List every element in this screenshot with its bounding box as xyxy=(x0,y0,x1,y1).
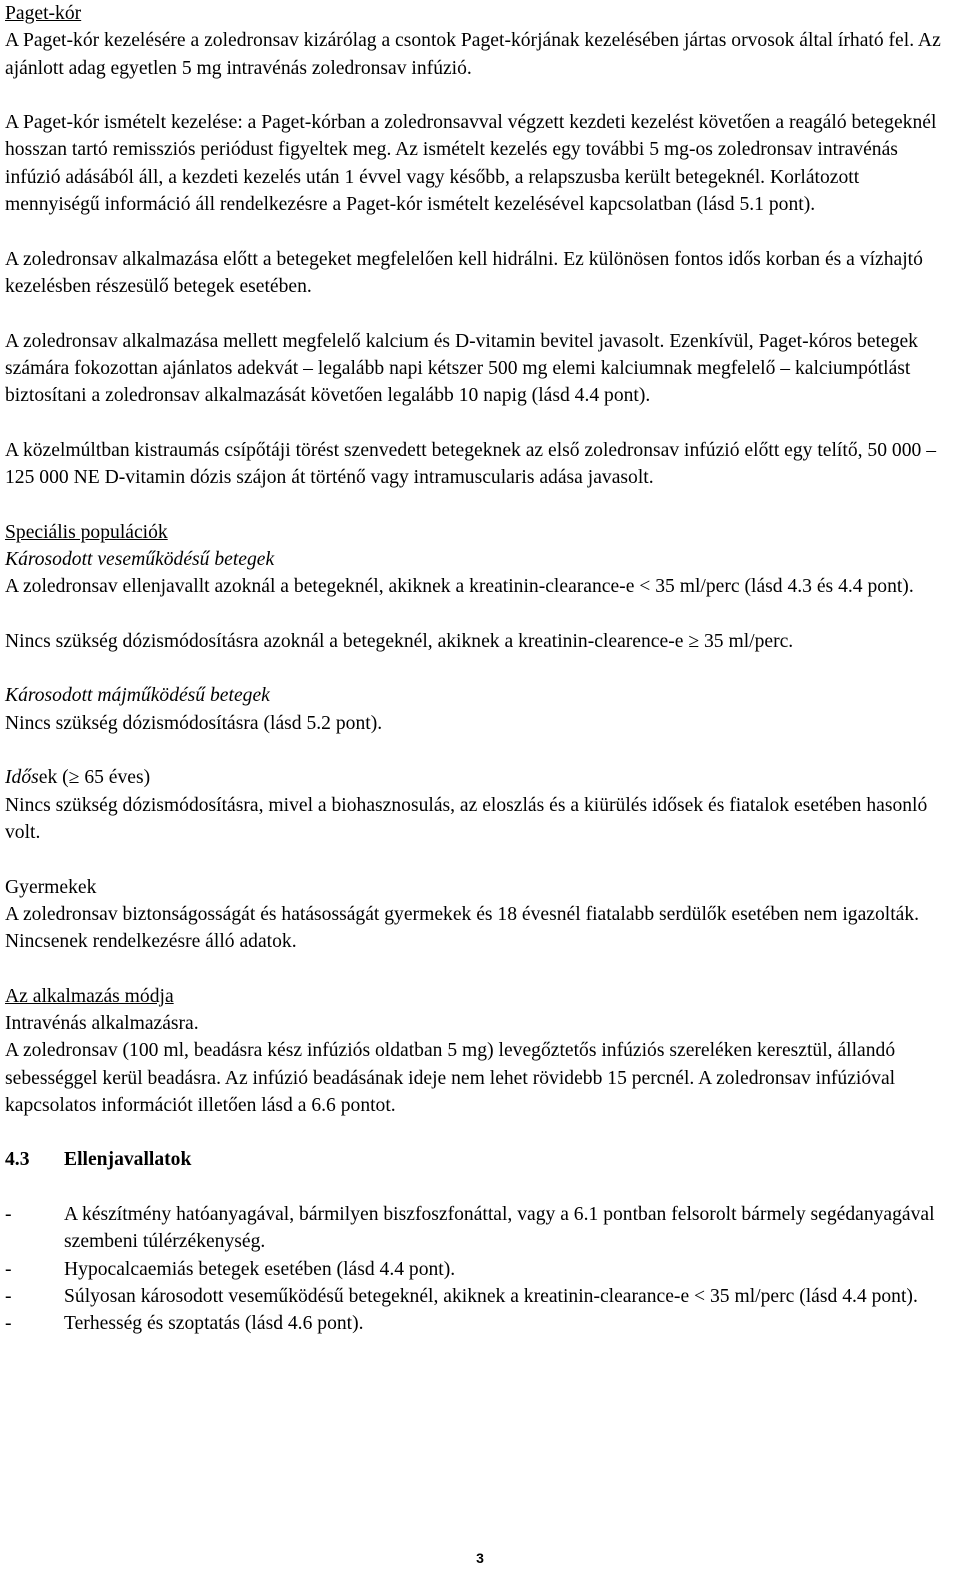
paget-heading: Paget-kór xyxy=(5,3,82,24)
administration-route: Intravénás alkalmazásra. xyxy=(5,1012,199,1034)
children-paragraph: A zoledronsav biztonságosságát és hatásosságát gyermekek és 18 évesnél fiatalabb serdülők esetében nem igazolták. Nincsenek rendelkezésre álló adatok. xyxy=(5,903,920,953)
list-item-text: Súlyosan károsodott veseműködésű betegeknél, akiknek a kreatinin-clearance-e < 35 ml/perc (lásd 4.4 pont). xyxy=(64,1285,918,1307)
children-heading: Gyermekek xyxy=(5,876,97,898)
section-title: Ellenjavallatok xyxy=(64,1149,192,1171)
paget-paragraph-retreatment: A Paget-kór ismételt kezelése: a Paget-kórban a zoledronsavval végzett kezdeti kezelést követően a reagáló betegeknél hosszan tartó remissziós periódust figyeltek meg. Az ismételt kezelés egy további 5 mg-os zoledronsav intravénás infúzió adásából áll, a kezdeti kezelés után 1 évvel vagy később, a relapszusba került betegeknél. Korlátozott mennyiségű információ áll rendelkezésre a Paget-kór ismételt kezelésével kapcsolatban (lásd 5.1 pont). xyxy=(5,112,937,216)
list-item xyxy=(5,1310,955,1337)
elderly-heading xyxy=(5,764,955,791)
renal-paragraph-no-adjustment: Nincs szükség dózismódosításra azoknál a betegeknél, akiknek a kreatinin-clearence-e ≥ 35 ml/perc. xyxy=(5,630,794,652)
paget-paragraph-calcium: A zoledronsav alkalmazása mellett megfelelő kalcium és D-vitamin bevitel javasolt. Ezenkívül, Paget-kóros betegek számára fokozottan ajánlatos adekvát – legalább napi kétszer 500 mg elemi kalciumnak megfelelő – kalciumpótlást biztosítani a zoledronsav alkalmazását követően legalább 10 napig (lásd 4.4 pont). xyxy=(5,330,918,407)
elderly-paragraph: Nincs szükség dózismódosításra, mivel a biohasznosulás, az eloszlás és a kiürülés idősek és fiatalok esetében hasonló volt. xyxy=(5,794,928,843)
hepatic-impairment-heading: Károsodott májműködésű betegek xyxy=(5,685,270,707)
paget-paragraph-vitamin-d: A közelmúltban kistraumás csípőtáji törést szenvedett betegeknek az első zoledronsav infúzió előtt egy telítő, 50 000 – 125 000 NE D-vitamin dózis szájon át történő vagy intramuscularis adása javasolt. xyxy=(5,439,936,489)
list-item-text: A készítmény hatóanyagával, bármilyen biszfoszfonáttal, vagy a 6.1 pontban felsorolt bármely segédanyagával szembeni túlérzékenység. xyxy=(64,1204,935,1253)
contraindications-heading xyxy=(5,1146,955,1173)
list-item xyxy=(5,1256,955,1283)
list-dash: - xyxy=(5,1204,12,1226)
list-item-text: Hypocalcaemiás betegek esetében (lásd 4.4 pont). xyxy=(64,1258,456,1280)
paget-paragraph-dosage: A Paget-kór kezelésére a zoledronsav kizárólag a csontok Paget-kórjának kezelésében jártas orvosok által írható fel. Az ajánlott adag egyetlen 5 mg intravénás zoledronsav infúzió. xyxy=(5,30,941,79)
section-number: 4.3 xyxy=(5,1149,30,1171)
list-dash: - xyxy=(5,1258,12,1280)
list-item-text: Terhesség és szoptatás (lásd 4.6 pont). xyxy=(64,1313,364,1335)
list-item xyxy=(5,1201,955,1256)
paget-paragraph-hydration: A zoledronsav alkalmazása előtt a betegeket megfelelően kell hidrálni. Ez különösen fontos idős korban és a vízhajtó kezelésben részesülő betegek esetében. xyxy=(5,248,923,297)
elderly-heading-rest: ek (≥ 65 éves) xyxy=(38,767,151,789)
list-item xyxy=(5,1283,955,1310)
list-dash: - xyxy=(5,1285,12,1307)
special-populations-heading: Speciális populációk xyxy=(5,521,168,543)
renal-impairment-heading: Károsodott veseműködésű betegek xyxy=(5,548,275,570)
hepatic-paragraph: Nincs szükség dózismódosításra (lásd 5.2 pont). xyxy=(5,712,383,734)
list-dash: - xyxy=(5,1313,12,1335)
elderly-heading-italic: Idős xyxy=(5,767,39,789)
renal-paragraph-contraindicated: A zoledronsav ellenjavallt azoknál a betegeknél, akiknek a kreatinin-clearance-e < 35 ml/perc (lásd 4.3 és 4.4 pont). xyxy=(5,576,914,598)
administration-heading: Az alkalmazás módja xyxy=(5,985,174,1007)
page-number: 3 xyxy=(476,1550,484,1566)
page-content xyxy=(5,0,955,1338)
contraindications-list xyxy=(5,1201,955,1337)
administration-paragraph: A zoledronsav (100 ml, beadásra kész infúziós oldatban 5 mg) levegőztetős infúziós szereléken keresztül, állandó sebességgel kerül beadásra. Az infúzió beadásának ideje nem lehet rövidebb 15 percnél. A zoledronsav infúzióval kapcsolatos információt illetően lásd a 6.6 pontot. xyxy=(5,1040,896,1116)
